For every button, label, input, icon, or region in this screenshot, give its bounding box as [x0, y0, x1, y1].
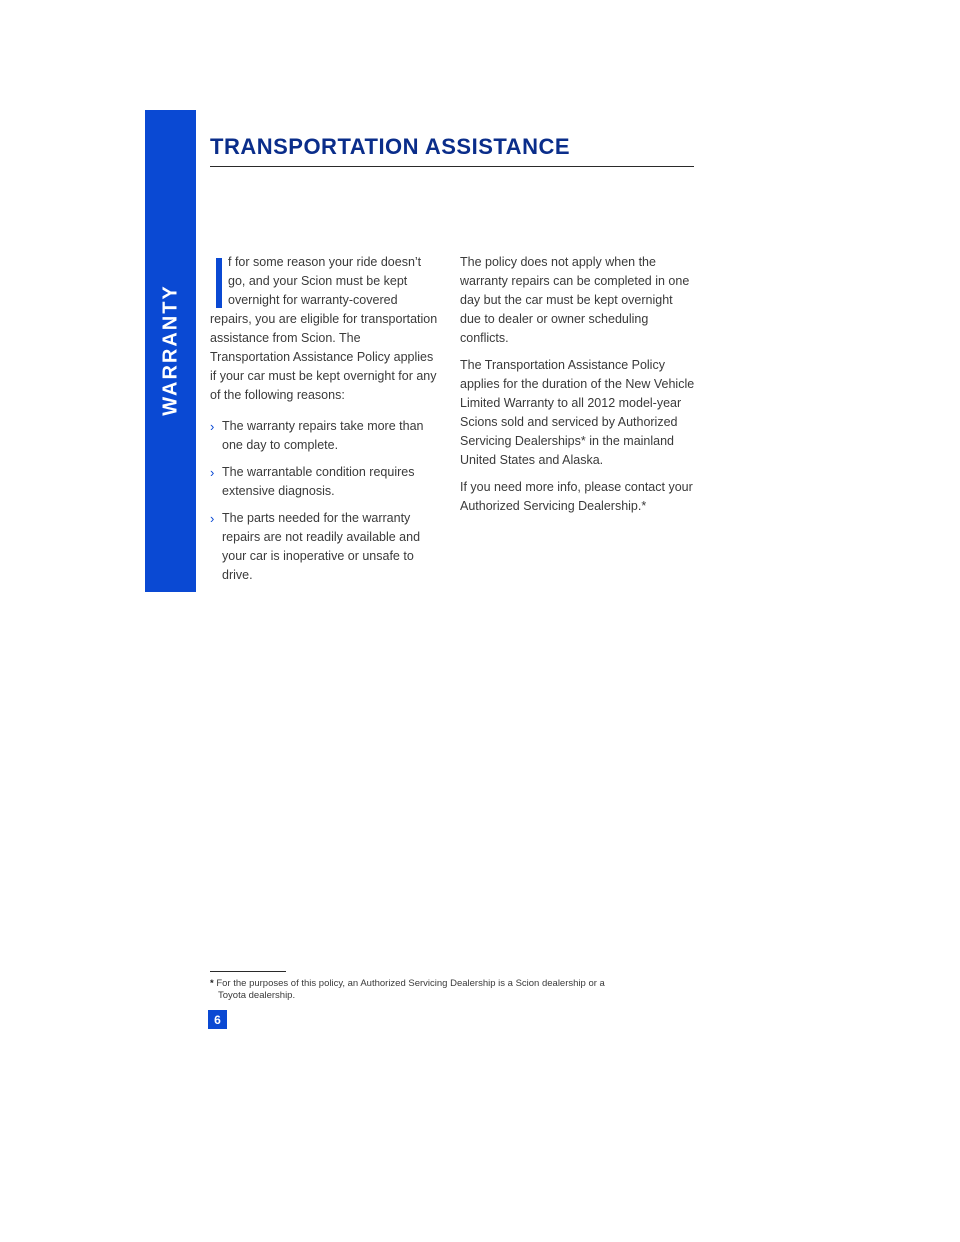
sidebar-section-label — [145, 110, 196, 592]
contact-paragraph: If you need more info, please contact your Authorized Servicing Dealership.* — [460, 480, 693, 513]
page-number-badge: 6 — [208, 1010, 227, 1029]
list-item — [210, 463, 440, 501]
dropcap-line-3: overnight for warranty-covered — [228, 293, 398, 307]
dropcap-lines — [210, 253, 440, 310]
page-title: TRANSPORTATION ASSISTANCE — [210, 134, 571, 159]
section-sidebar — [145, 110, 196, 592]
policy-duration-paragraph: The Transportation Assistance Policy applies for the duration of the New Vehicle Limited Warranty to all 2012 model-year Scions sold and serviced by Authorized Servicing Dealerships* in the mainland United States and Alaska. — [460, 358, 695, 467]
chevron-right-icon: › — [210, 511, 215, 526]
chevron-right-icon: › — [210, 419, 215, 434]
list-item-text: The parts needed for the warranty repairs are not readily available and your car is inoperative or unsafe to drive. — [222, 511, 421, 582]
right-column — [460, 253, 696, 524]
chevron-right-icon: › — [210, 465, 215, 480]
dropcap-paragraph — [210, 253, 440, 405]
list-item-text: The warrantable condition requires extensive diagnosis. — [222, 465, 415, 498]
dropcap-i-bar — [216, 258, 222, 308]
dropcap-line-1: f for some reason your ride doesn’t — [228, 255, 422, 269]
list-item-text: The warranty repairs take more than one day to complete. — [222, 419, 424, 452]
list-item — [210, 417, 440, 455]
dropcap-line-2: go, and your Scion must be kept — [228, 274, 408, 288]
reasons-list — [210, 417, 440, 585]
footnote-line-2: Toyota dealership. — [218, 990, 296, 1001]
footnote — [210, 978, 690, 1002]
intro-paragraph-rest: repairs, you are eligible for transportation assistance from Scion. The Transportation Assistance Policy applies if your car must be kept overnight for any of the following reasons: — [210, 312, 438, 402]
footnote-divider — [210, 971, 286, 972]
policy-exception-paragraph: The policy does not apply when the warranty repairs can be completed in one day but the car must be kept overnight due to dealer or owner scheduling conflicts. — [460, 255, 690, 345]
list-item — [210, 509, 440, 585]
left-column — [210, 253, 440, 593]
footnote-marker: * — [210, 978, 214, 989]
footnote-line-1: For the purposes of this policy, an Authorized Servicing Dealership is a Scion dealership or a — [216, 978, 605, 989]
sidebar-label-text: WARRANTY — [159, 284, 181, 416]
title-divider — [210, 166, 694, 167]
